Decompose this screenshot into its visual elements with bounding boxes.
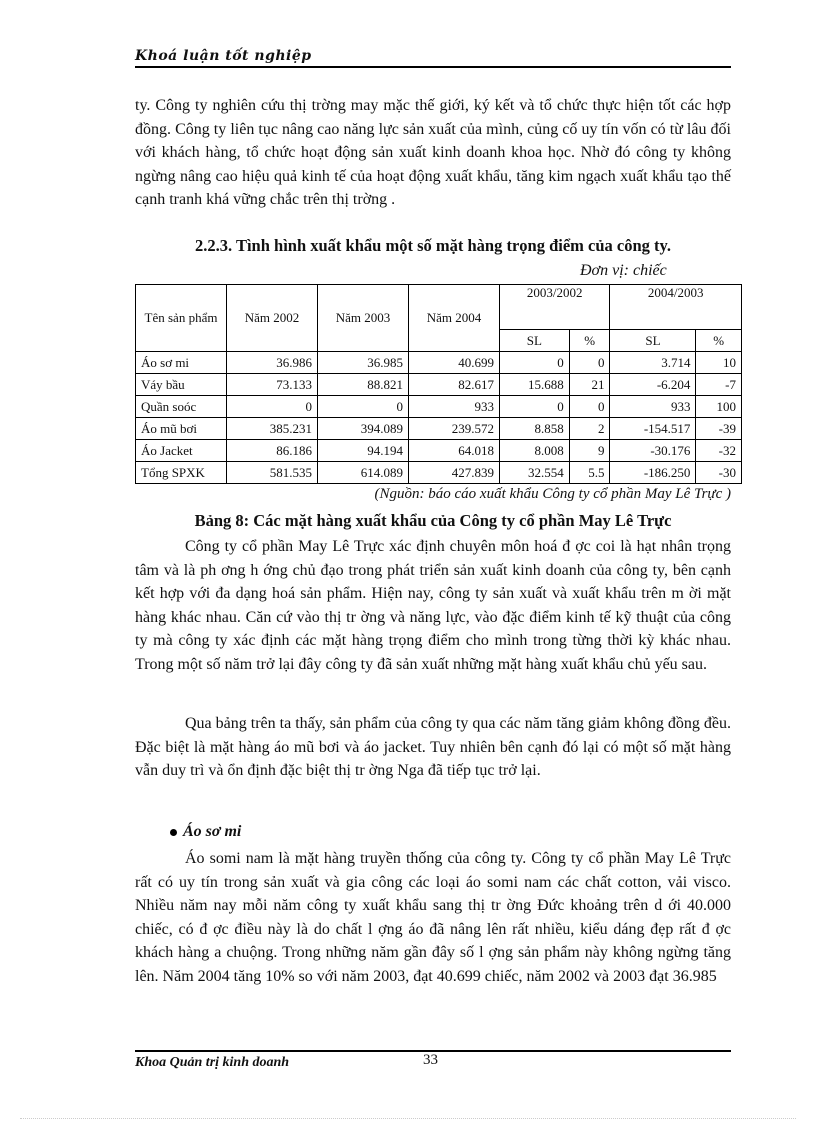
table-row (136, 418, 742, 440)
cell-product: Áo Jacket (136, 440, 227, 462)
cell-sl1: 15.688 (500, 374, 570, 396)
cell-pct1: 5.5 (569, 462, 610, 484)
table-row (136, 352, 742, 374)
cell-2002: 36.986 (227, 352, 318, 374)
paragraph-intro: ty. Công ty nghiên cứu thị trờng may mặc thế giới, ký kết và tổ chức thực hiện tốt các hợp đồng. Công ty liên tục nâng cao năng lực sản xuất của mình, củng cố uy tín vốn có từ lâu đối với khách hàng, tổ chức hoạt động sản xuất kinh doanh khoa học. Nhờ đó công ty không ngừng nâng cao hiệu quả kinh tế của hoạt động xuất khẩu, tăng kim ngạch xuất khẩu tạo thế cạnh tranh khá vững chắc trên thị trờng . (135, 97, 731, 208)
bullet-label: Áo sơ mi (183, 823, 242, 840)
page-footer: Khoa Quản trị kinh doanh (135, 1055, 290, 1070)
cell-2002: 73.133 (227, 374, 318, 396)
cell-2003: 614.089 (318, 462, 409, 484)
cell-sl2: -6.204 (610, 374, 696, 396)
cell-sl2: -30.176 (610, 440, 696, 462)
cell-product: Áo mũ bơi (136, 418, 227, 440)
cell-2003: 36.985 (318, 352, 409, 374)
cell-product: Váy bầu (136, 374, 227, 396)
table-row (136, 374, 742, 396)
cell-sl2: -154.517 (610, 418, 696, 440)
cell-2004: 239.572 (409, 418, 500, 440)
export-table (135, 284, 742, 484)
header-pct: % (696, 330, 742, 352)
header-sl: SL (500, 330, 570, 352)
cell-sl1: 0 (500, 396, 570, 418)
table-source: (Nguồn: báo cáo xuất khẩu Công ty cổ phần May Lê Trực ) (374, 486, 731, 502)
cell-sl2: 3.714 (610, 352, 696, 374)
cell-2003: 0 (318, 396, 409, 418)
cell-pct2: -30 (696, 462, 742, 484)
bullet-heading (170, 823, 241, 841)
cell-product: Áo sơ mi (136, 352, 227, 374)
table-header-row (136, 285, 742, 330)
table-row-total (136, 462, 742, 484)
cell-sl1: 8.858 (500, 418, 570, 440)
cell-2004: 64.018 (409, 440, 500, 462)
paragraph-specialization: Công ty cổ phần May Lê Trực xác định chuyên môn hoá đ ợc coi là hạt nhân trọng tâm và là ph ơng h ớng chủ đạo trong phát triển sản xuất kinh doanh của công ty, bên cạnh kết hợp với đa dạng hoá sản phẩm. Hiện nay, công ty sản xuất và xuất khẩu trên m ời mặt hàng khác nhau. Căn cứ vào thị tr ờng và năng lực, vào đặc điểm kinh tế kỹ thuật của công ty mà công ty xác định các mặt hàng trọng điểm cho mình trong từng thời kỳ khác nhau. Trong một số năm trở lại đây công ty đã sản xuất những mặt hàng xuất khẩu chủ yếu sau. (135, 538, 731, 673)
header-sl: SL (610, 330, 696, 352)
header-2003: Năm 2003 (318, 285, 409, 352)
page-header: Khoá luận tốt nghiệp (135, 48, 312, 64)
cell-pct1: 9 (569, 440, 610, 462)
header-compare-2: 2004/2003 (610, 285, 742, 330)
cell-2003: 94.194 (318, 440, 409, 462)
page-number: 33 (423, 1052, 438, 1068)
page-bottom-divider (20, 1118, 796, 1119)
header-rule (135, 66, 731, 68)
cell-2002: 86.186 (227, 440, 318, 462)
cell-2003: 394.089 (318, 418, 409, 440)
cell-sl2: -186.250 (610, 462, 696, 484)
cell-2004: 40.699 (409, 352, 500, 374)
cell-2002: 385.231 (227, 418, 318, 440)
unit-label: Đơn vị: chiếc (580, 262, 667, 279)
cell-pct2: -32 (696, 440, 742, 462)
paragraph-shirts: Áo somi nam là mặt hàng truyền thống của công ty. Công ty cổ phần May Lê Trực rất có uy tín trong sản xuất và gia công các loại áo somi nam các chất cotton, vải visco. Nhiều năm nay mỗi năm công ty xuất khẩu sang thị tr ờng Đức khoảng trên d ới 40.000 chiếc, có đ ợc điều này là do chất l ợng áo đã nâng lên rất nhiều, kiểu dáng đẹp rất đ ợc khách hàng a chuộng. Trong những năm gần đây số l ợng sản phẩm này không ngừng tăng lên. Năm 2004 tăng 10% so với năm 2003, đạt 40.699 chiếc, năm 2002 và 2003 đạt 36.985 (135, 850, 731, 985)
table-caption: Bảng 8: Các mặt hàng xuất khẩu của Công ty cổ phần May Lê Trực (194, 511, 672, 530)
cell-pct1: 21 (569, 374, 610, 396)
cell-sl1: 0 (500, 352, 570, 374)
cell-2003: 88.821 (318, 374, 409, 396)
header-2004: Năm 2004 (409, 285, 500, 352)
header-compare-1: 2003/2002 (500, 285, 610, 330)
bullet-icon (170, 829, 177, 836)
cell-pct2: 100 (696, 396, 742, 418)
header-product: Tên sản phẩm (136, 285, 227, 352)
cell-2002: 0 (227, 396, 318, 418)
cell-sl1: 8.008 (500, 440, 570, 462)
header-2002: Năm 2002 (227, 285, 318, 352)
table-row (136, 440, 742, 462)
cell-2004: 933 (409, 396, 500, 418)
cell-sl1: 32.554 (500, 462, 570, 484)
cell-2002: 581.535 (227, 462, 318, 484)
section-title: 2.2.3. Tình hình xuất khẩu một số mặt hàng trọng điểm của công ty. (195, 236, 671, 255)
cell-pct1: 0 (569, 352, 610, 374)
cell-pct1: 2 (569, 418, 610, 440)
cell-2004: 82.617 (409, 374, 500, 396)
cell-pct2: -7 (696, 374, 742, 396)
cell-pct2: 10 (696, 352, 742, 374)
paragraph-analysis: Qua bảng trên ta thấy, sản phẩm của công ty qua các năm tăng giảm không đồng đều. Đặc biệt là mặt hàng áo mũ bơi và áo jacket. Tuy nhiên bên cạnh đó lại có một số mặt hàng vẫn duy trì và ổn định đặc biệt thị tr ờng Nga đã tiếp tục trở lại. (135, 715, 731, 779)
cell-sl2: 933 (610, 396, 696, 418)
cell-pct2: -39 (696, 418, 742, 440)
table-row (136, 396, 742, 418)
cell-pct1: 0 (569, 396, 610, 418)
cell-product: Tổng SPXK (136, 462, 227, 484)
cell-2004: 427.839 (409, 462, 500, 484)
cell-product: Quần soóc (136, 396, 227, 418)
header-pct: % (569, 330, 610, 352)
